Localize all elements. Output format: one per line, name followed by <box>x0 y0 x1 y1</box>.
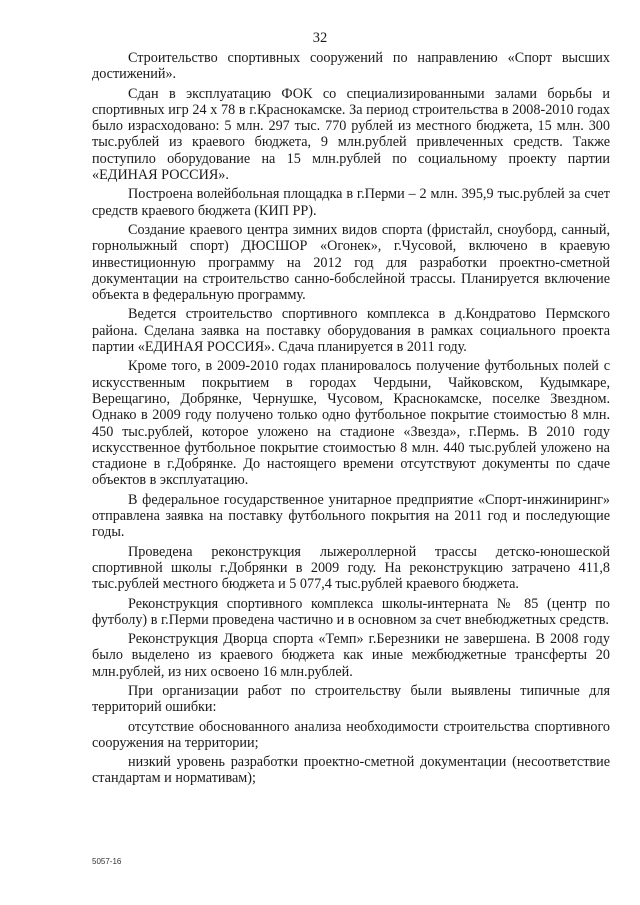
paragraph: Ведется строительство спортивного комплекса в д.Кондратово Пермского района. Сделана заявка на поставку оборудования в рамках социального проекта партии «ЕДИНАЯ РОССИЯ». Сдача планируется в 2011 году. <box>92 306 610 356</box>
paragraph: При организации работ по строительству были выявлены типичные для территорий ошибки: <box>92 682 610 716</box>
paragraph: Построена волейбольная площадка в г.Перми – 2 млн. 395,9 тыс.рублей за счет средств краевого бюджета (КИП РР). <box>92 186 610 219</box>
paragraph: Сдан в эксплуатацию ФОК со специализированными залами борьбы и спортивных игр 24 х 78 в г.Краснокамске. За период строительства в 2008-2010 годах было израсходовано: 5 млн. 297 тыс. 770 рублей из местного бюджета, 15 млн. 300 тыс.рублей из краевого бюджета, 9 млн.рублей привлеченных средств. Также поступило оборудование на 15 млн.рублей по социальному проекту партии «ЕДИНАЯ РОССИЯ». <box>92 85 610 184</box>
paragraph: Кроме того, в 2009-2010 годах планировалось получение футбольных полей с искусственным покрытием в городах Чердыни, Чайковском, Кудымкаре, Верещагино, Добрянке, Чернушке, Чусовом, Краснокамске, поселке Звездном. Однако в 2009 году получено только одно футбольное покрытие стоимостью 8 млн. 450 тыс.рублей, которое уложено на стадионе «Звезда», г.Пермь. В 2010 году искусственное футбольное покрытие стоимостью 8 млн. 440 тыс.рублей уложено на стадионе в г.Добрянке. До настоящего времени отсутствуют документы по сдаче объектов в эксплуатацию. <box>92 358 610 489</box>
list-item: низкий уровень разработки проектно-сметной документации (несоответствие стандартам и нормативам); <box>92 754 610 787</box>
paragraph: Строительство спортивных сооружений по направлению «Спорт высших достижений». <box>92 50 610 83</box>
page-number: 32 <box>312 30 328 46</box>
body-text <box>92 50 610 787</box>
paragraph: Реконструкция Дворца спорта «Темп» г.Березники не завершена. В 2008 году было выделено из краевого бюджета как иные межбюджетные трансферты 20 млн.рублей, из них освоено 16 млн.рублей. <box>92 631 610 680</box>
paragraph: В федеральное государственное унитарное предприятие «Спорт-инжиниринг» отправлена заявка на поставку футбольного покрытия на 2011 год и последующие годы. <box>92 491 610 541</box>
list-item: отсутствие обоснованного анализа необходимости строительства спортивного сооружения на территории; <box>92 718 610 751</box>
paragraph: Реконструкция спортивного комплекса школы-интерната № 85 (центр по футболу) в г.Перми проведена частично и в основном за счет внебюджетных средств. <box>92 595 610 628</box>
paragraph: Создание краевого центра зимних видов спорта (фристайл, сноуборд, санный, горнолыжный спорт) ДЮСШОР «Огонек», г.Чусовой, включено в краевую инвестиционную программу на 2012 год для разработки проектно-сметной документации на строительство санно-бобслейной трассы. Планируется включение объекта в федеральную программу. <box>92 221 610 304</box>
footer-code: 5057-16 <box>92 857 122 866</box>
paragraph: Проведена реконструкция лыжероллерной трассы детско-юношеской спортивной школы г.Добрянки в 2009 году. На реконструкцию затрачено 411,8 тыс.рублей местного бюджета и 5 077,4 тыс.рублей краевого бюджета. <box>92 543 610 593</box>
